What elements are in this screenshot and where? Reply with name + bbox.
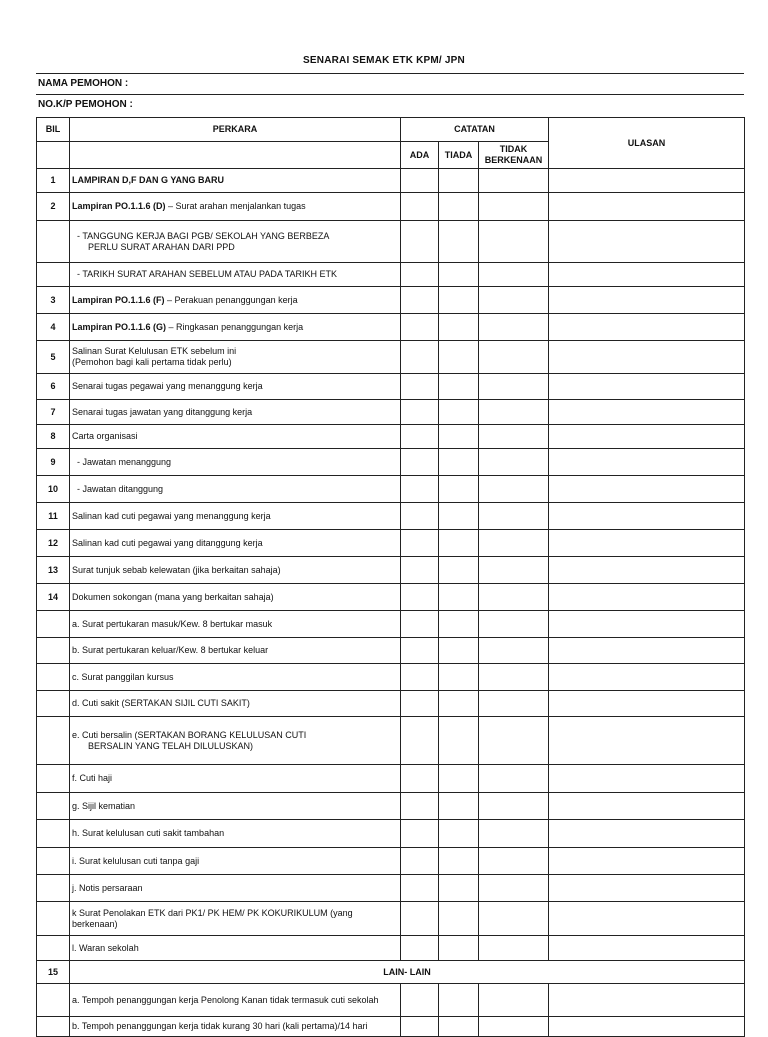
perkara-text: a. Surat pertukaran masuk/Kew. 8 bertukar masuk — [72, 618, 273, 629]
perkara-line-2: BERSALIN YANG TELAH DILULUSKAN) — [88, 740, 254, 751]
perkara-text: – Surat arahan menjalankan tugas — [165, 201, 306, 211]
cell-ulasan — [549, 314, 745, 341]
header-perkara-blank — [70, 142, 401, 169]
cell-ulasan — [549, 820, 745, 848]
perkara-text: Salinan kad cuti pegawai yang ditanggung kerja — [72, 537, 263, 548]
row-perkara — [70, 503, 401, 530]
row-bil — [37, 717, 70, 765]
row-bil: 14 — [37, 584, 70, 611]
table-row — [37, 530, 745, 557]
perkara-text: - Jawatan menanggung — [77, 456, 172, 467]
cell-tidak-berkenaan — [479, 169, 549, 193]
cell-ada — [401, 221, 439, 263]
cell-tiada — [439, 820, 479, 848]
cell-tidak-berkenaan — [479, 691, 549, 717]
cell-ulasan — [549, 664, 745, 691]
perkara-line — [72, 943, 398, 954]
row-bil: 15 — [37, 961, 70, 984]
cell-tidak-berkenaan — [479, 287, 549, 314]
cell-ada — [401, 664, 439, 691]
row-perkara — [70, 765, 401, 793]
cell-tidak-berkenaan — [479, 638, 549, 664]
table-row — [37, 902, 745, 936]
row-bil: 8 — [37, 425, 70, 449]
perkara-line — [72, 698, 398, 709]
perkara-line — [72, 672, 398, 683]
cell-ada — [401, 984, 439, 1017]
cell-ulasan — [549, 936, 745, 961]
cell-tiada — [439, 765, 479, 793]
table-row — [37, 584, 745, 611]
cell-ada — [401, 449, 439, 476]
nama-pemohon-line — [36, 94, 744, 95]
cell-ulasan — [549, 611, 745, 638]
cell-tiada — [439, 169, 479, 193]
cell-ada — [401, 503, 439, 530]
cell-tiada — [439, 1017, 479, 1037]
row-bil — [37, 664, 70, 691]
table-row — [37, 961, 745, 984]
cell-ada — [401, 611, 439, 638]
cell-tiada — [439, 503, 479, 530]
row-perkara — [70, 425, 401, 449]
cell-tiada — [439, 557, 479, 584]
row-perkara — [70, 936, 401, 961]
row-perkara — [70, 984, 401, 1017]
cell-tiada — [439, 287, 479, 314]
row-perkara — [70, 287, 401, 314]
cell-tiada — [439, 875, 479, 902]
cell-tiada — [439, 400, 479, 425]
perkara-text: Salinan Surat Kelulusan ETK sebelum ini — [72, 346, 237, 356]
row-bil: 9 — [37, 449, 70, 476]
perkara-line — [72, 592, 398, 603]
row-perkara — [70, 530, 401, 557]
row-bil — [37, 765, 70, 793]
row-bil: 6 — [37, 374, 70, 400]
row-bil — [37, 611, 70, 638]
row-perkara — [70, 449, 401, 476]
perkara-text: – Ringkasan penanggungan kerja — [166, 321, 304, 332]
row-perkara — [70, 820, 401, 848]
cell-tiada — [439, 984, 479, 1017]
cell-tiada — [439, 263, 479, 287]
perkara-text: Surat tunjuk sebab kelewatan (jika berkaitan sahaja) — [72, 564, 281, 575]
cell-tidak-berkenaan — [479, 664, 549, 691]
cell-ada — [401, 341, 439, 374]
row-perkara — [70, 374, 401, 400]
perkara-line — [72, 995, 398, 1006]
cell-tidak-berkenaan — [479, 936, 549, 961]
perkara-text: k Surat Penolakan ETK dari PK1/ PK HEM/ PK KOKURIKULUM (yang — [72, 907, 353, 918]
table-row — [37, 984, 745, 1017]
row-bil — [37, 936, 70, 961]
cell-ulasan — [549, 848, 745, 875]
cell-ada — [401, 374, 439, 400]
perkara-line — [72, 511, 398, 522]
cell-ulasan — [549, 287, 745, 314]
cell-ulasan — [549, 1017, 745, 1037]
header-tidak-berkenaan — [479, 142, 549, 169]
nama-pemohon-label: NAMA PEMOHON : — [38, 78, 129, 89]
cell-ulasan — [549, 793, 745, 820]
cell-tidak-berkenaan — [479, 374, 549, 400]
cell-ada — [401, 557, 439, 584]
perkara-bold-text: LAMPIRAN D,F DAN G YANG BARU — [72, 175, 225, 185]
perkara-line — [72, 619, 398, 630]
row-perkara — [70, 476, 401, 503]
cell-tiada — [439, 936, 479, 961]
nokp-pemohon-label: NO.K/P PEMOHON : — [38, 99, 133, 110]
cell-ada — [401, 691, 439, 717]
table-row — [37, 638, 745, 664]
perkara-line — [72, 773, 398, 784]
cell-ulasan — [549, 557, 745, 584]
perkara-line — [72, 883, 398, 894]
cell-tidak-berkenaan — [479, 584, 549, 611]
cell-ada — [401, 638, 439, 664]
cell-tiada — [439, 691, 479, 717]
row-perkara — [70, 902, 401, 936]
perkara-text: b. Surat pertukaran keluar/Kew. 8 bertukar keluar — [72, 645, 269, 655]
cell-tidak-berkenaan — [479, 449, 549, 476]
perkara-line — [72, 828, 398, 839]
row-bil — [37, 875, 70, 902]
cell-ada — [401, 287, 439, 314]
cell-tidak-berkenaan — [479, 902, 549, 936]
cell-tidak-berkenaan — [479, 875, 549, 902]
cell-tidak-berkenaan — [479, 820, 549, 848]
cell-tiada — [439, 611, 479, 638]
cell-tiada — [439, 314, 479, 341]
perkara-text: - Jawatan ditanggung — [77, 483, 164, 494]
perkara-text: c. Surat panggilan kursus — [72, 671, 174, 682]
row-perkara — [70, 664, 401, 691]
table-row — [37, 374, 745, 400]
cell-tiada — [439, 221, 479, 263]
row-bil — [37, 638, 70, 664]
cell-tiada — [439, 664, 479, 691]
header-tidak-label: TIDAK — [499, 144, 528, 154]
cell-ulasan — [549, 984, 745, 1017]
table-row — [37, 1017, 745, 1037]
table-row — [37, 341, 745, 374]
cell-ulasan — [549, 449, 745, 476]
row-bil — [37, 848, 70, 875]
row-bil — [37, 793, 70, 820]
perkara-line — [72, 457, 398, 468]
row-perkara — [70, 263, 401, 287]
title-divider — [36, 73, 744, 74]
cell-tiada — [439, 193, 479, 221]
perkara-text: Senarai tugas pegawai yang menanggung kerja — [72, 381, 263, 391]
cell-tiada — [439, 793, 479, 820]
header-berkenaan-label: BERKENAAN — [484, 155, 543, 165]
row-bil: 11 — [37, 503, 70, 530]
header-tiada: TIADA — [439, 142, 479, 169]
row-bil — [37, 1017, 70, 1037]
row-perkara — [70, 1017, 401, 1037]
cell-tidak-berkenaan — [479, 717, 549, 765]
row-perkara — [70, 169, 401, 193]
cell-ada — [401, 717, 439, 765]
cell-ulasan — [549, 374, 745, 400]
cell-ada — [401, 476, 439, 503]
cell-ulasan — [549, 530, 745, 557]
row-perkara — [70, 611, 401, 638]
row-bil: 1 — [37, 169, 70, 193]
row-perkara — [70, 193, 401, 221]
perkara-text: Salinan kad cuti pegawai yang menanggung kerja — [72, 510, 271, 521]
table-row — [37, 557, 745, 584]
cell-ada — [401, 400, 439, 425]
cell-tidak-berkenaan — [479, 341, 549, 374]
perkara-line — [72, 431, 398, 442]
perkara-line — [72, 381, 398, 392]
perkara-text: l. Waran sekolah — [72, 942, 139, 953]
perkara-text: b. Tempoh penanggungan kerja tidak kurang 30 hari (kali pertama)/14 hari — [72, 1021, 368, 1031]
perkara-text: Dokumen sokongan (mana yang berkaitan sahaja) — [72, 591, 274, 602]
perkara-line — [72, 322, 398, 333]
perkara-bold-text: Lampiran PO.1.1.6 (D) — [72, 201, 166, 211]
cell-tidak-berkenaan — [479, 314, 549, 341]
cell-ada — [401, 314, 439, 341]
perkara-text: – Perakuan penanggungan kerja — [164, 294, 298, 305]
perkara-line — [72, 565, 398, 576]
table-row — [37, 476, 745, 503]
cell-ada — [401, 169, 439, 193]
table-row — [37, 193, 745, 221]
document-title: SENARAI SEMAK ETK KPM/ JPN — [303, 55, 465, 66]
cell-tidak-berkenaan — [479, 530, 549, 557]
table-row — [37, 848, 745, 875]
table-row — [37, 717, 745, 765]
cell-tiada — [439, 476, 479, 503]
cell-ada — [401, 765, 439, 793]
cell-tiada — [439, 638, 479, 664]
table-row — [37, 263, 745, 287]
cell-tiada — [439, 902, 479, 936]
header-ulasan: ULASAN — [549, 118, 745, 169]
cell-ada — [401, 1017, 439, 1037]
row-perkara — [70, 341, 401, 374]
row-bil — [37, 221, 70, 263]
row-bil — [37, 984, 70, 1017]
perkara-bold-text: Lampiran PO.1.1.6 (G) — [72, 321, 167, 332]
cell-ulasan — [549, 584, 745, 611]
perkara-line — [72, 856, 398, 867]
perkara-text: a. Tempoh penanggungan kerja Penolong Kanan tidak termasuk cuti sekolah — [72, 994, 379, 1005]
section-label: LAIN- LAIN — [383, 966, 431, 977]
table-row — [37, 221, 745, 263]
perkara-text: f. Cuti haji — [72, 773, 113, 783]
cell-tidak-berkenaan — [479, 1017, 549, 1037]
cell-tiada — [439, 425, 479, 449]
row-bil: 13 — [37, 557, 70, 584]
perkara-line — [72, 269, 398, 280]
perkara-line-2: berkenaan) — [72, 918, 118, 929]
cell-ulasan — [549, 341, 745, 374]
cell-tidak-berkenaan — [479, 476, 549, 503]
cell-ulasan — [549, 875, 745, 902]
cell-ada — [401, 820, 439, 848]
cell-ada — [401, 584, 439, 611]
cell-ulasan — [549, 193, 745, 221]
table-row — [37, 449, 745, 476]
cell-ulasan — [549, 765, 745, 793]
row-bil: 5 — [37, 341, 70, 374]
cell-ulasan — [549, 476, 745, 503]
cell-tidak-berkenaan — [479, 848, 549, 875]
perkara-line — [72, 346, 398, 357]
row-bil: 4 — [37, 314, 70, 341]
cell-ada — [401, 793, 439, 820]
header-catatan: CATATAN — [401, 118, 549, 142]
cell-tiada — [439, 374, 479, 400]
header-ada: ADA — [401, 142, 439, 169]
perkara-line — [72, 231, 398, 242]
table-row — [37, 425, 745, 449]
perkara-text: d. Cuti sakit (SERTAKAN SIJIL CUTI SAKIT) — [72, 698, 250, 708]
cell-ada — [401, 193, 439, 221]
header-bil-blank — [37, 142, 70, 169]
perkara-line — [72, 295, 398, 306]
cell-ada — [401, 530, 439, 557]
cell-tidak-berkenaan — [479, 984, 549, 1017]
row-bil: 10 — [37, 476, 70, 503]
cell-ada — [401, 936, 439, 961]
header-perkara: PERKARA — [70, 118, 401, 142]
perkara-line — [72, 538, 398, 549]
table-row — [37, 691, 745, 717]
perkara-text: e. Cuti bersalin (SERTAKAN BORANG KELULUSAN CUTI — [72, 729, 307, 740]
cell-ulasan — [549, 425, 745, 449]
cell-ada — [401, 425, 439, 449]
table-row — [37, 287, 745, 314]
perkara-line — [72, 645, 398, 656]
checklist-table — [36, 117, 745, 1037]
perkara-line — [72, 801, 398, 812]
perkara-text: - TARIKH SURAT ARAHAN SEBELUM ATAU PADA TARIKH ETK — [77, 269, 338, 279]
row-perkara — [70, 557, 401, 584]
table-row — [37, 664, 745, 691]
perkara-text: Senarai tugas jawatan yang ditanggung kerja — [72, 406, 253, 417]
table-row — [37, 400, 745, 425]
header-bil: BIL — [37, 118, 70, 142]
cell-ada — [401, 902, 439, 936]
row-bil: 7 — [37, 400, 70, 425]
cell-ulasan — [549, 263, 745, 287]
row-perkara — [70, 400, 401, 425]
perkara-line — [72, 201, 398, 212]
row-bil — [37, 691, 70, 717]
perkara-line — [72, 175, 398, 186]
cell-ulasan — [549, 902, 745, 936]
perkara-text: h. Surat kelulusan cuti sakit tambahan — [72, 828, 225, 838]
cell-ulasan — [549, 638, 745, 664]
row-perkara — [70, 221, 401, 263]
cell-tidak-berkenaan — [479, 425, 549, 449]
cell-tidak-berkenaan — [479, 193, 549, 221]
table-row — [37, 503, 745, 530]
perkara-text: - TANGGUNG KERJA BAGI PGB/ SEKOLAH YANG BERBEZA — [77, 230, 330, 241]
cell-ada — [401, 848, 439, 875]
row-perkara — [70, 848, 401, 875]
perkara-text: i. Surat kelulusan cuti tanpa gaji — [72, 855, 200, 866]
row-bil: 3 — [37, 287, 70, 314]
row-bil — [37, 902, 70, 936]
row-bil: 12 — [37, 530, 70, 557]
cell-tiada — [439, 717, 479, 765]
cell-tiada — [439, 530, 479, 557]
perkara-text: g. Sijil kematian — [72, 800, 136, 811]
table-row — [37, 169, 745, 193]
table-row — [37, 875, 745, 902]
table-row — [37, 936, 745, 961]
cell-tidak-berkenaan — [479, 557, 549, 584]
cell-ulasan — [549, 169, 745, 193]
cell-tiada — [439, 449, 479, 476]
cell-ulasan — [549, 691, 745, 717]
perkara-line — [72, 1021, 398, 1032]
perkara-text: Carta organisasi — [72, 431, 138, 441]
row-bil — [37, 263, 70, 287]
cell-tiada — [439, 341, 479, 374]
perkara-line — [72, 484, 398, 495]
row-perkara — [70, 584, 401, 611]
table-row — [37, 611, 745, 638]
perkara-line — [72, 407, 398, 418]
table-row — [37, 765, 745, 793]
cell-tidak-berkenaan — [479, 765, 549, 793]
row-bil: 2 — [37, 193, 70, 221]
table-row — [37, 793, 745, 820]
cell-ada — [401, 875, 439, 902]
row-perkara — [70, 717, 401, 765]
row-perkara — [70, 961, 745, 984]
row-perkara — [70, 793, 401, 820]
perkara-line — [72, 730, 398, 741]
cell-ulasan — [549, 503, 745, 530]
table-row — [37, 820, 745, 848]
cell-ada — [401, 263, 439, 287]
cell-tidak-berkenaan — [479, 611, 549, 638]
cell-tidak-berkenaan — [479, 503, 549, 530]
cell-tidak-berkenaan — [479, 400, 549, 425]
row-perkara — [70, 638, 401, 664]
cell-ulasan — [549, 400, 745, 425]
perkara-line-2: (Pemohon bagi kali pertama tidak perlu) — [72, 357, 232, 367]
cell-tidak-berkenaan — [479, 793, 549, 820]
perkara-text: j. Notis persaraan — [72, 882, 143, 893]
row-perkara — [70, 875, 401, 902]
row-perkara — [70, 314, 401, 341]
row-perkara — [70, 691, 401, 717]
perkara-line-2: PERLU SURAT ARAHAN DARI PPD — [88, 241, 235, 252]
cell-tiada — [439, 584, 479, 611]
row-bil — [37, 820, 70, 848]
cell-tidak-berkenaan — [479, 221, 549, 263]
perkara-bold-text: Lampiran PO.1.1.6 (F) — [72, 294, 165, 305]
cell-tiada — [439, 848, 479, 875]
cell-ulasan — [549, 717, 745, 765]
table-row — [37, 314, 745, 341]
cell-ulasan — [549, 221, 745, 263]
perkara-line — [72, 908, 398, 919]
cell-tidak-berkenaan — [479, 263, 549, 287]
